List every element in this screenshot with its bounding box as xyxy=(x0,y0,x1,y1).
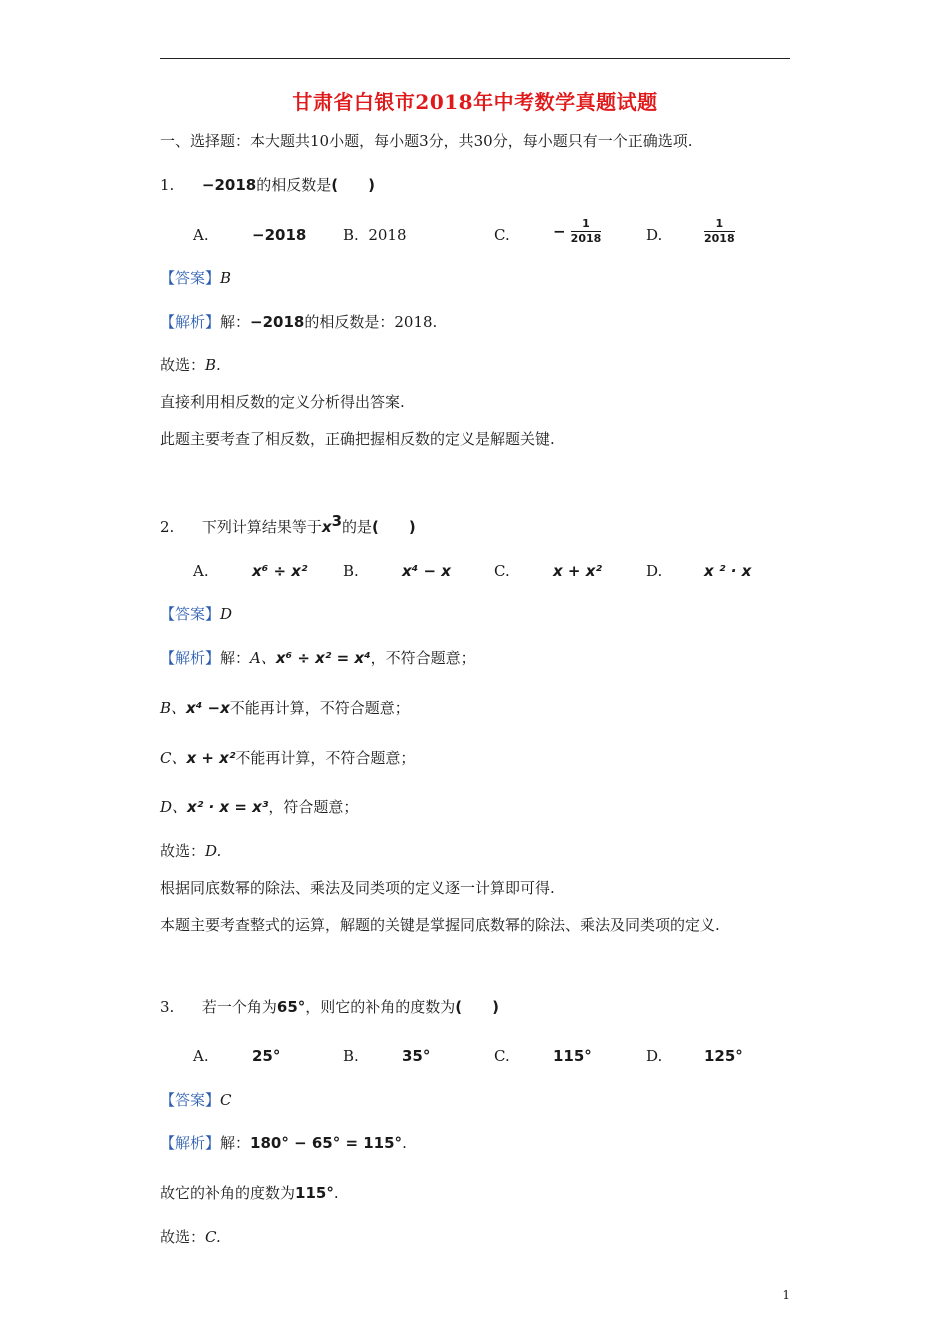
page-number: 1 xyxy=(782,1288,790,1302)
answer-tag: 【答案】 xyxy=(160,1091,221,1109)
q1-stem xyxy=(160,175,375,195)
q1-paren: ( ) xyxy=(331,176,375,194)
q3-option-d: D. xyxy=(646,1047,663,1065)
answer-tag: 【答案】 xyxy=(160,269,221,287)
analysis-tag: 【解析】 xyxy=(160,1134,221,1152)
q2-option-c-value: x + x² xyxy=(553,562,602,580)
q1-option-d: D. xyxy=(646,226,663,244)
q3-option-a: A. xyxy=(193,1047,209,1065)
q1-option-c-value: − $\frac{1}{2018}$ xyxy=(553,217,602,245)
q3-stem: 3. 若一个角为65°，则它的补角的度数为( ) xyxy=(160,998,499,1016)
q3-number: 3. xyxy=(160,998,175,1016)
q2-line-d: D、x² · x = x³，符合题意； xyxy=(160,798,359,816)
q1-note2: 此题主要考查了相反数，正确把握相反数的定义是解题关键. xyxy=(160,430,555,448)
q2-number: 2. xyxy=(160,518,175,536)
q2-option-b-value: x⁴ − x xyxy=(402,562,451,580)
q3-conclusion: 故它的补角的度数为115°. xyxy=(160,1184,339,1202)
q2-line-c: C、x + x²不能再计算，不符合题意； xyxy=(160,749,416,767)
analysis-tag: 【解析】 xyxy=(160,649,221,667)
q3-option-c-value: 115° xyxy=(553,1047,592,1065)
q2-stem: 2. 下列计算结果等于$x^3$的是( ) xyxy=(160,512,416,536)
q2-option-d: D. xyxy=(646,562,663,580)
q1-number: 1. xyxy=(160,176,175,194)
q2-option-b: B. xyxy=(343,562,359,580)
q1-option-c: C. xyxy=(494,226,510,244)
q3-analysis: 【解析】解：180° − 65° = 115°. xyxy=(160,1134,407,1152)
q1-answer: 【答案】B xyxy=(160,269,232,287)
q1-note1: 直接利用相反数的定义分析得出答案. xyxy=(160,393,405,411)
q2-line-b: B、x⁴ −x不能再计算，不符合题意； xyxy=(160,699,410,717)
q2-note1: 根据同底数幂的除法、乘法及同类项的定义逐一计算即可得. xyxy=(160,879,555,897)
page-title: 甘肃省白银市2018年中考数学真题试题 xyxy=(292,90,658,114)
q2-analysis: 【解析】解：A、x⁶ ÷ x² = x⁴，不符合题意； xyxy=(160,649,476,667)
q3-option-a-value: 25° xyxy=(252,1047,281,1065)
q3-option-c: C. xyxy=(494,1047,510,1065)
q1-option-b-value: 2018 xyxy=(368,226,407,244)
q2-note2: 本题主要考查整式的运算，解题的关键是掌握同底数幂的除法、乘法及同类项的定义. xyxy=(160,916,720,934)
q1-option-d-value: $\frac{1}{2018}$ xyxy=(704,217,735,245)
q1-option-a: A. xyxy=(193,226,209,244)
q2-option-a-value: x⁶ ÷ x² xyxy=(252,562,308,580)
q3-option-b-value: 35° xyxy=(402,1047,431,1065)
q2-choose: 故选：D. xyxy=(160,842,222,860)
q2-answer: 【答案】D xyxy=(160,605,233,623)
q1-option-a-value: −2018 xyxy=(252,226,307,244)
analysis-tag: 【解析】 xyxy=(160,313,221,331)
q3-option-b: B. xyxy=(343,1047,359,1065)
q1-stem-text: 的相反数是 xyxy=(256,176,332,194)
q2-option-d-value: x ² · x xyxy=(704,562,752,580)
q1-option-b: B. 2018 xyxy=(343,226,407,244)
q3-option-d-value: 125° xyxy=(704,1047,743,1065)
q1-analysis: 【解析】解：−2018的相反数是：2018. xyxy=(160,313,438,331)
section-heading: 一、选择题：本大题共10小题，每小题3分，共30分，每小题只有一个正确选项. xyxy=(160,132,693,150)
answer-tag: 【答案】 xyxy=(160,605,221,623)
q1-expr: −2018 xyxy=(201,176,257,194)
q1-choose: 故选：B. xyxy=(160,356,221,374)
q2-option-a: A. xyxy=(193,562,209,580)
q3-answer: 【答案】C xyxy=(160,1091,232,1109)
q3-choose: 故选：C. xyxy=(160,1228,221,1246)
q2-option-c: C. xyxy=(494,562,510,580)
header-rule xyxy=(160,58,790,59)
